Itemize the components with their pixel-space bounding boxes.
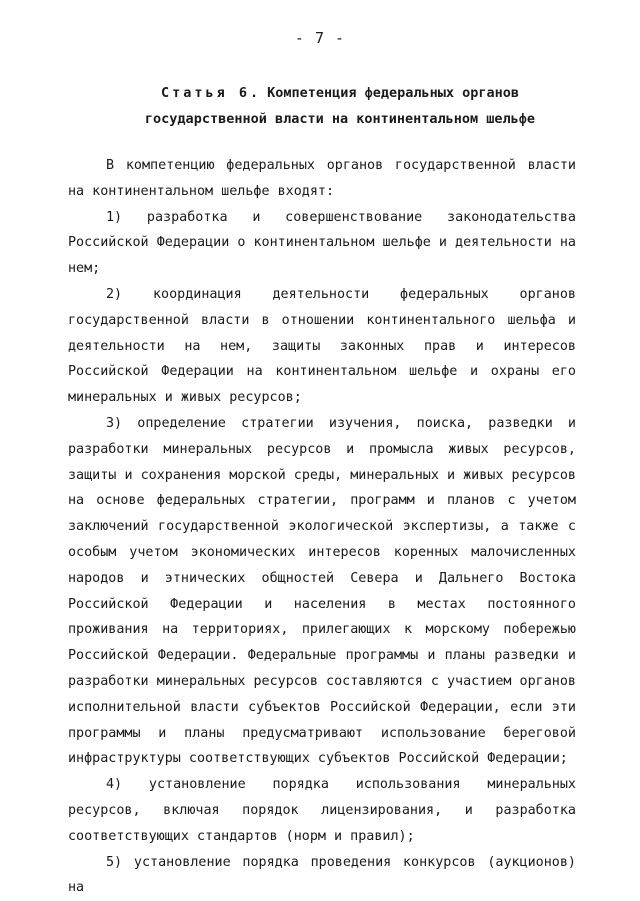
paragraph-item-3: 3) определение стратегии изучения, поиска, разведки и разработки минеральных ресурсов и промысла живых ресурсов, защиты и сохранения морской среды, минеральных и живых ресурсов на основе федеральных стратегии, программ и планов с учетом заключений государственной экологической экспертизы, а также с особым учетом экономических интересов коренных малочисленных народов и этнических общностей Севера и Дальнего Востока Российской Федерации и населения в местах постоянного проживания на территориях, прилегающих к морскому побережью Российской Федерации. Федеральные программы и планы разведки и разработки минеральных ресурсов составляются с участием органов исполнительной власти субъектов Российской Федерации, если эти программы и планы предусматривают использование береговой инфраструктуры соответствующих субъектов Российской Федерации; <box>68 415 576 767</box>
paragraph-item-2: 2) координация деятельности федеральных органов государственной власти в отношении континентального шельфа и деятельности на нем, защиты законных прав и интересов Российской Федерации на континентальном шельфе и охраны его минеральных и живых ресурсов; <box>68 286 576 406</box>
paragraph-intro: В компетенцию федеральных органов государственной власти на континентальном шельфе входят: <box>68 158 576 199</box>
article-title: Компетенция федеральных органов государственной власти на континентальном шельфе <box>144 85 536 127</box>
article-body <box>68 153 576 901</box>
article-heading <box>100 80 580 132</box>
paragraph-item-1: 1) разработка и совершенствование законодательства Российской Федерации о континентальном шельфе и деятельности на нем; <box>68 209 576 277</box>
paragraph-item-5: 5) установление порядка проведения конкурсов (аукционов) на <box>68 854 576 896</box>
article-label: Статья 6. <box>160 85 262 101</box>
page-number: - 7 - <box>294 29 346 47</box>
paragraph-item-4: 4) установление порядка использования минеральных ресурсов, включая порядок лицензирования, и разработка соответствующих стандартов (норм и правил); <box>68 777 576 844</box>
